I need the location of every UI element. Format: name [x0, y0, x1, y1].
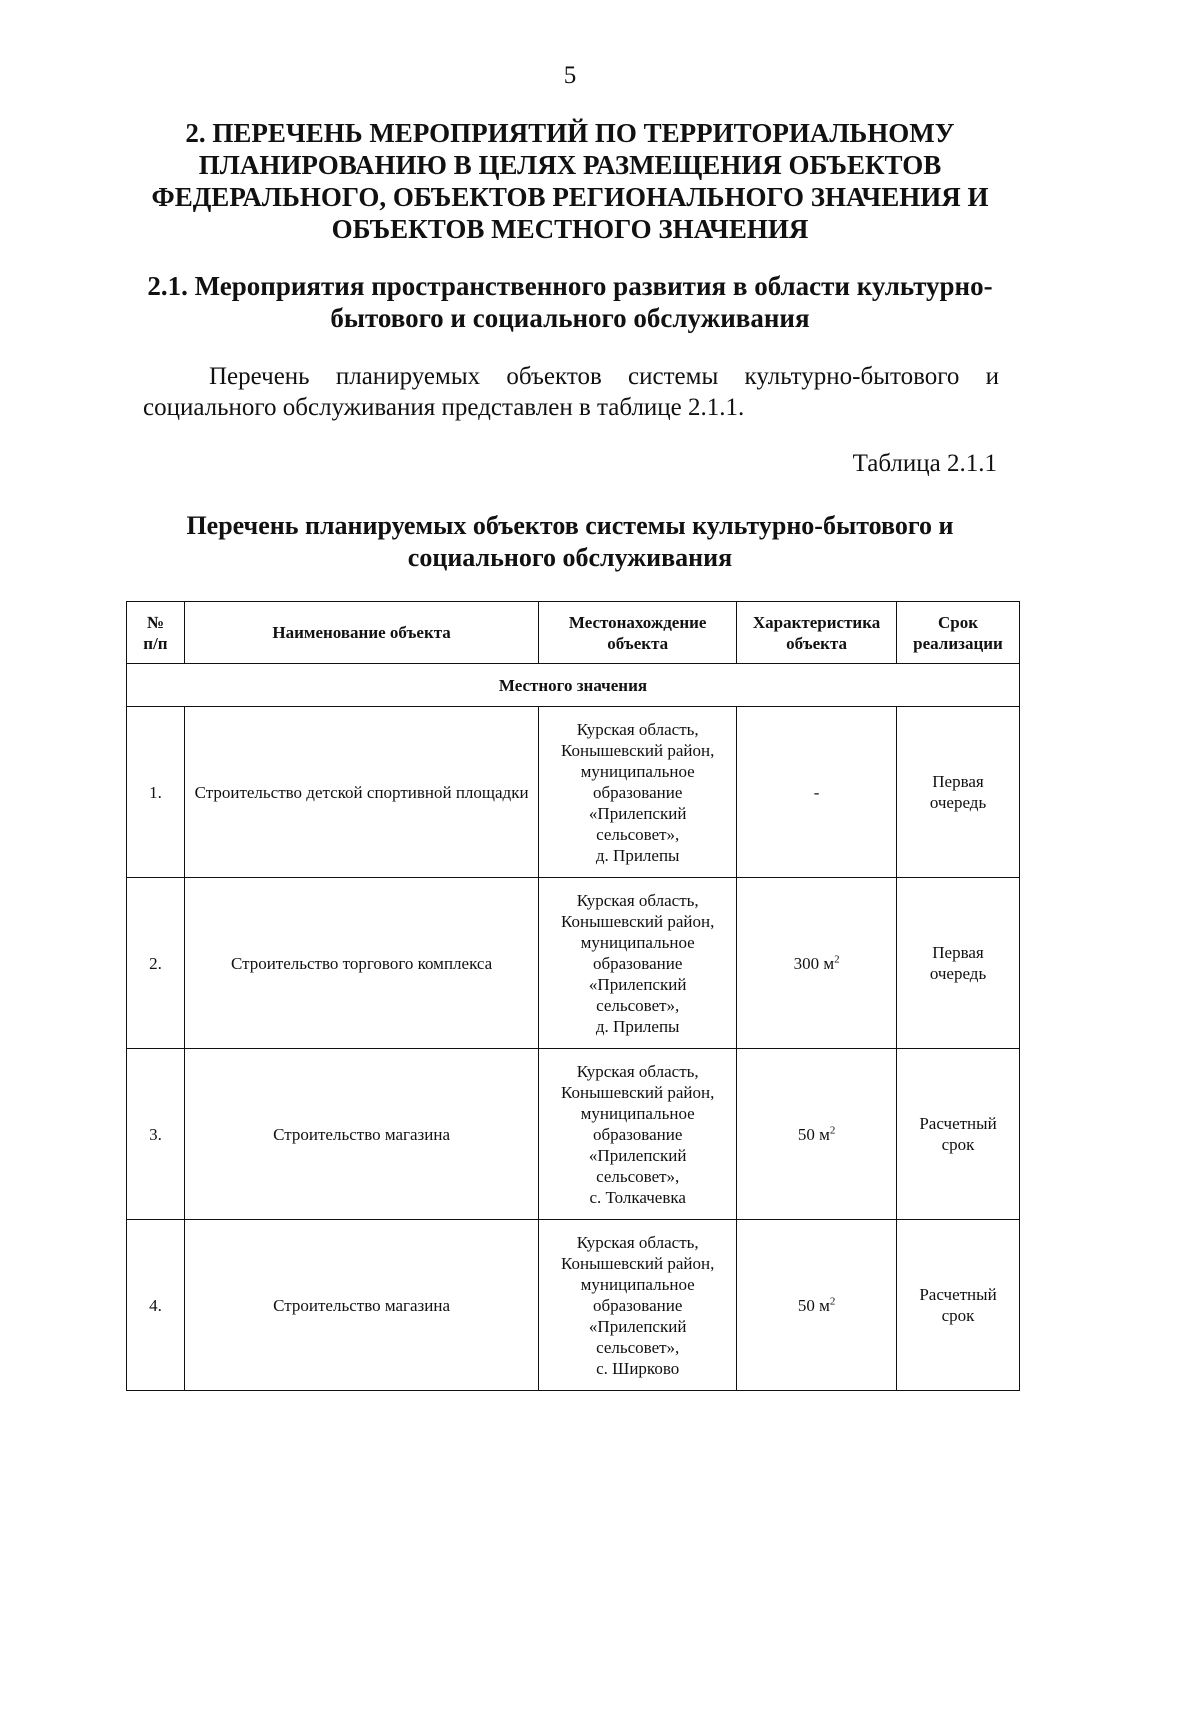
header-location-line1: Местонахождение	[568, 612, 707, 632]
location-line: «Прилепский	[588, 974, 687, 994]
table-row	[127, 707, 1020, 878]
location-line: сельсовет»,	[596, 1337, 680, 1357]
row-term	[897, 1220, 1020, 1391]
row-object-name: Строительство детской спортивной площадки	[184, 707, 538, 878]
table-row	[127, 1220, 1020, 1391]
term-line2: очередь	[929, 793, 987, 812]
location-line: образование	[592, 1124, 683, 1144]
row-location	[539, 1049, 737, 1220]
row-characteristic	[737, 878, 897, 1049]
location-line: образование	[592, 953, 683, 973]
location-line: «Прилепский	[588, 1316, 687, 1336]
location-line: Конышевский район,	[561, 1253, 715, 1273]
location-line: Конышевский район,	[561, 1082, 715, 1102]
characteristic-value: -	[813, 782, 820, 802]
location-line: «Прилепский	[588, 1145, 687, 1165]
row-characteristic	[737, 707, 897, 878]
header-location	[539, 602, 737, 664]
row-object-name: Строительство магазина	[184, 1049, 538, 1220]
row-characteristic	[737, 1049, 897, 1220]
unit-superscript: 2	[829, 1123, 836, 1136]
row-characteristic	[737, 1220, 897, 1391]
term-line2: очередь	[929, 964, 987, 983]
header-location-line2: объекта	[607, 633, 669, 653]
header-term-line2: реализации	[913, 633, 1003, 653]
row-term	[897, 1049, 1020, 1220]
header-characteristic	[737, 602, 897, 664]
group-label: Местного значения	[127, 664, 1020, 707]
row-object-name: Строительство торгового комплекса	[184, 878, 538, 1049]
location-line: сельсовет»,	[596, 1166, 680, 1186]
header-name: Наименование объекта	[184, 602, 538, 664]
objects-table	[126, 601, 1020, 1391]
page-number: 5	[563, 62, 577, 89]
location-line: муниципальное	[580, 1103, 695, 1123]
location-line: образование	[592, 782, 683, 802]
header-term-line1: Срок	[938, 612, 979, 632]
location-line: с. Ширково	[596, 1358, 680, 1378]
unit-superscript: 2	[829, 1294, 836, 1307]
term-line1: Первая	[932, 943, 984, 962]
location-line: муниципальное	[580, 1274, 695, 1294]
row-object-name: Строительство магазина	[184, 1220, 538, 1391]
header-number-line1: №	[146, 612, 164, 632]
header-term	[897, 602, 1020, 664]
location-line: с. Толкачевка	[589, 1187, 686, 1207]
location-line: Конышевский район,	[561, 740, 715, 760]
location-line: Курская область,	[576, 1061, 699, 1081]
table-header-row	[127, 602, 1020, 664]
row-number: 3.	[127, 1049, 185, 1220]
row-location	[539, 707, 737, 878]
row-term	[897, 707, 1020, 878]
table-row	[127, 878, 1020, 1049]
term-line2: срок	[941, 1135, 975, 1154]
term-line2: срок	[941, 1306, 975, 1325]
row-number: 2.	[127, 878, 185, 1049]
location-line: д. Прилепы	[595, 1016, 680, 1036]
unit-superscript: 2	[834, 952, 840, 965]
row-number: 4.	[127, 1220, 185, 1391]
term-line1: Расчетный	[919, 1114, 997, 1133]
row-number: 1.	[127, 707, 185, 878]
location-line: Курская область,	[576, 1232, 699, 1252]
row-location	[539, 878, 737, 1049]
table-title: Перечень планируемых объектов системы культурно-бытового и социального обслуживания	[186, 511, 954, 572]
header-number-line2: п/п	[143, 633, 168, 653]
subsection-title: 2.1. Мероприятия пространственного развития в области культурно-бытового и социального обслуживания	[147, 271, 993, 333]
location-line: муниципальное	[580, 932, 695, 952]
location-line: сельсовет»,	[596, 995, 680, 1015]
location-line: д. Прилепы	[595, 845, 680, 865]
location-line: Конышевский район,	[561, 911, 715, 931]
characteristic-value: 300 м	[793, 953, 835, 973]
location-line: сельсовет»,	[596, 824, 680, 844]
header-characteristic-line1: Характеристика	[752, 612, 881, 632]
section-title: 2. ПЕРЕЧЕНЬ МЕРОПРИЯТИЙ ПО ТЕРРИТОРИАЛЬНОМУ ПЛАНИРОВАНИЮ В ЦЕЛЯХ РАЗМЕЩЕНИЯ ОБЪЕКТОВ ФЕДЕРАЛЬНОГО, ОБЪЕКТОВ РЕГИОНАЛЬНОГО ЗНАЧЕНИЯ И ОБЪЕКТОВ МЕСТНОГО ЗНАЧЕНИЯ	[151, 118, 989, 244]
term-line1: Первая	[932, 772, 984, 791]
table-row	[127, 1049, 1020, 1220]
location-line: Курская область,	[576, 890, 699, 910]
table-caption: Таблица 2.1.1	[852, 450, 997, 477]
location-line: Курская область,	[576, 719, 699, 739]
header-characteristic-line2: объекта	[786, 633, 848, 653]
group-row	[127, 664, 1020, 707]
location-line: образование	[592, 1295, 683, 1315]
characteristic-value: 50 м	[797, 1295, 830, 1315]
row-term	[897, 878, 1020, 1049]
location-line: «Прилепский	[588, 803, 687, 823]
location-line: муниципальное	[580, 761, 695, 781]
characteristic-value: 50 м	[797, 1124, 830, 1144]
intro-paragraph: Перечень планируемых объектов системы культурно-бытового и социального обслуживания представлен в таблице 2.1.1.	[143, 363, 999, 421]
row-location	[539, 1220, 737, 1391]
header-number	[127, 602, 185, 664]
term-line1: Расчетный	[919, 1285, 997, 1304]
